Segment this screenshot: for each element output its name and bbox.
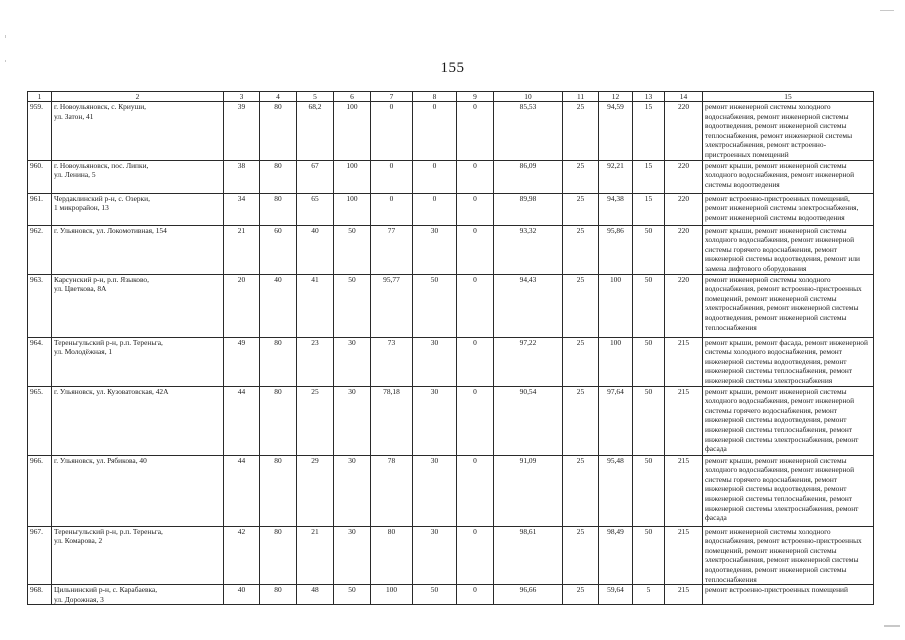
row-number: 963. [28, 274, 52, 337]
value-cell-13: 50 [633, 526, 665, 585]
value-cell-7: 78 [371, 455, 413, 526]
value-cell-12: 98,49 [599, 526, 633, 585]
value-cell-4: 80 [260, 386, 297, 455]
value-cell-7: 78,18 [371, 386, 413, 455]
row-number: 962. [28, 225, 52, 274]
address-cell [52, 455, 224, 526]
works-description-cell: ремонт крыши, ремонт инженерной системы холодного водоснабжения, ремонт инженерной системы водоотведения [703, 160, 874, 193]
value-cell-8: 0 [413, 160, 457, 193]
value-cell-3: 40 [224, 585, 260, 605]
value-cell-3: 44 [224, 386, 260, 455]
value-cell-13: 50 [633, 225, 665, 274]
value-cell-7: 73 [371, 337, 413, 386]
value-cell-4: 80 [260, 193, 297, 225]
address-line: ул. Молодёжная, 1 [54, 347, 113, 357]
value-cell-4: 80 [260, 102, 297, 161]
works-description-cell: ремонт крыши, ремонт инженерной системы холодного водоснабжения, ремонт инженерной системы горячего водоснабжения, ремонт инженерной системы водоотведения, ремонт инженерной системы теплоснабжения, ремонт инженерной системы электроснабжения, ремонт фасада [703, 455, 874, 526]
value-cell-8: 30 [413, 455, 457, 526]
column-header-11: 11 [563, 92, 599, 102]
value-cell-10: 86,09 [494, 160, 563, 193]
row-number: 965. [28, 386, 52, 455]
address-cell [52, 193, 224, 225]
value-cell-6: 50 [334, 274, 371, 337]
value-cell-11: 25 [563, 455, 599, 526]
value-cell-11: 25 [563, 193, 599, 225]
value-cell-5: 67 [297, 160, 334, 193]
value-cell-10: 93,32 [494, 225, 563, 274]
value-cell-3: 38 [224, 160, 260, 193]
value-cell-4: 80 [260, 337, 297, 386]
value-cell-9: 0 [457, 274, 494, 337]
value-cell-7: 0 [371, 193, 413, 225]
value-cell-11: 25 [563, 102, 599, 161]
value-cell-5: 68,2 [297, 102, 334, 161]
value-cell-14: 215 [665, 337, 703, 386]
value-cell-11: 25 [563, 225, 599, 274]
value-cell-3: 20 [224, 274, 260, 337]
table-row [28, 455, 874, 526]
table-row [28, 337, 874, 386]
value-cell-12: 92,21 [599, 160, 633, 193]
address-line: г. Ульяновск, ул. Локомотивная, 154 [54, 225, 167, 235]
row-number: 959. [28, 102, 52, 161]
address-cell [52, 225, 224, 274]
table-row [28, 585, 874, 605]
address-line: ул. Дорожная, 3 [54, 594, 104, 604]
column-header-9: 9 [457, 92, 494, 102]
address-line: Чердаклинский р-н, с. Озерки, [54, 193, 150, 203]
value-cell-9: 0 [457, 585, 494, 605]
works-description-cell: ремонт инженерной системы холодного водоснабжения, ремонт встроенно-пристроенных помещений, ремонт инженерной системы электроснабжения, ремонт инженерной системы водоотведения, ремонт инженерной системы теплоснабжения [703, 274, 874, 337]
column-header-15: 15 [703, 92, 874, 102]
address-line: Тереньгульский р-н, р.п. Тереньга, [54, 526, 163, 536]
value-cell-13: 50 [633, 386, 665, 455]
value-cell-8: 30 [413, 526, 457, 585]
address-cell [52, 585, 224, 605]
value-cell-13: 50 [633, 455, 665, 526]
address-cell [52, 386, 224, 455]
value-cell-12: 97,64 [599, 386, 633, 455]
value-cell-11: 25 [563, 337, 599, 386]
value-cell-9: 0 [457, 386, 494, 455]
value-cell-9: 0 [457, 102, 494, 161]
value-cell-9: 0 [457, 193, 494, 225]
value-cell-5: 25 [297, 386, 334, 455]
value-cell-5: 48 [297, 585, 334, 605]
value-cell-10: 85,53 [494, 102, 563, 161]
row-number: 967. [28, 526, 52, 585]
value-cell-6: 30 [334, 455, 371, 526]
address-line: ул. Цветкова, 8А [54, 284, 107, 294]
value-cell-11: 25 [563, 585, 599, 605]
value-cell-4: 80 [260, 585, 297, 605]
address-cell [52, 526, 224, 585]
value-cell-6: 50 [334, 585, 371, 605]
value-cell-14: 220 [665, 225, 703, 274]
row-number: 964. [28, 337, 52, 386]
works-description-cell: ремонт крыши, ремонт фасада, ремонт инженерной системы холодного водоснабжения, ремонт инженерной системы водоотведения, ремонт инженерной системы теплоснабжения, ремонт инженерной системы электроснабжения [703, 337, 874, 386]
scan-edge-mark [5, 35, 6, 38]
value-cell-3: 34 [224, 193, 260, 225]
value-cell-4: 80 [260, 160, 297, 193]
column-header-12: 12 [599, 92, 633, 102]
value-cell-8: 30 [413, 225, 457, 274]
value-cell-14: 215 [665, 585, 703, 605]
column-header-4: 4 [260, 92, 297, 102]
value-cell-13: 15 [633, 160, 665, 193]
value-cell-14: 220 [665, 160, 703, 193]
value-cell-3: 42 [224, 526, 260, 585]
address-line: г. Ульяновск, ул. Кузоватовская, 42А [54, 386, 169, 396]
value-cell-8: 0 [413, 193, 457, 225]
row-number: 961. [28, 193, 52, 225]
value-cell-12: 95,48 [599, 455, 633, 526]
value-cell-9: 0 [457, 225, 494, 274]
row-number: 968. [28, 585, 52, 605]
works-description-cell: ремонт крыши, ремонт инженерной системы холодного водоснабжения, ремонт инженерной системы горячего водоснабжения, ремонт инженерной системы водоотведения, ремонт инженерной системы теплоснабжения, ремонт инженерной системы электроснабжения, ремонт фасада [703, 386, 874, 455]
value-cell-12: 94,38 [599, 193, 633, 225]
value-cell-14: 215 [665, 526, 703, 585]
value-cell-13: 50 [633, 274, 665, 337]
column-header-2: 2 [52, 92, 224, 102]
address-line: ул. Затон, 41 [54, 111, 94, 121]
value-cell-5: 21 [297, 526, 334, 585]
value-cell-6: 100 [334, 102, 371, 161]
value-cell-10: 89,98 [494, 193, 563, 225]
address-line: г. Ульяновск, ул. Рябикова, 40 [54, 455, 147, 465]
value-cell-11: 25 [563, 160, 599, 193]
value-cell-11: 25 [563, 526, 599, 585]
value-cell-14: 220 [665, 102, 703, 161]
works-description-cell: ремонт крыши, ремонт инженерной системы холодного водоснабжения, ремонт инженерной системы горячего водоснабжения, ремонт инженерной системы водоотведения, ремонт или замена лифтового оборудования [703, 225, 874, 274]
value-cell-8: 30 [413, 386, 457, 455]
address-line: г. Новоульяновск, пос. Липки, [54, 160, 149, 170]
value-cell-10: 97,22 [494, 337, 563, 386]
registry-table [27, 91, 874, 605]
value-cell-5: 29 [297, 455, 334, 526]
value-cell-11: 25 [563, 386, 599, 455]
value-cell-3: 44 [224, 455, 260, 526]
value-cell-8: 50 [413, 585, 457, 605]
scan-edge-mark [5, 60, 6, 62]
value-cell-9: 0 [457, 337, 494, 386]
value-cell-9: 0 [457, 526, 494, 585]
value-cell-10: 94,43 [494, 274, 563, 337]
column-header-14: 14 [665, 92, 703, 102]
value-cell-14: 215 [665, 386, 703, 455]
value-cell-7: 95,77 [371, 274, 413, 337]
value-cell-7: 0 [371, 160, 413, 193]
address-line: 1 микрорайон, 13 [54, 203, 109, 213]
address-line: Цильнинский р-н, с. Карабаевка, [54, 585, 158, 595]
value-cell-4: 60 [260, 225, 297, 274]
table-body [28, 102, 874, 605]
value-cell-10: 91,09 [494, 455, 563, 526]
table-row [28, 225, 874, 274]
value-cell-9: 0 [457, 455, 494, 526]
works-description-cell: ремонт встроенно-пристроенных помещений, ремонт инженерной системы электроснабжения, ремонт инженерной системы водоотведения [703, 193, 874, 225]
column-header-7: 7 [371, 92, 413, 102]
value-cell-6: 30 [334, 386, 371, 455]
value-cell-11: 25 [563, 274, 599, 337]
value-cell-12: 100 [599, 337, 633, 386]
value-cell-6: 100 [334, 193, 371, 225]
value-cell-3: 49 [224, 337, 260, 386]
value-cell-5: 65 [297, 193, 334, 225]
works-description-cell: ремонт встроенно-пристроенных помещений [703, 585, 874, 605]
table-row [28, 193, 874, 225]
value-cell-14: 215 [665, 455, 703, 526]
address-cell [52, 337, 224, 386]
row-number: 966. [28, 455, 52, 526]
column-header-13: 13 [633, 92, 665, 102]
value-cell-5: 23 [297, 337, 334, 386]
value-cell-8: 0 [413, 102, 457, 161]
value-cell-12: 94,59 [599, 102, 633, 161]
address-cell [52, 160, 224, 193]
value-cell-7: 100 [371, 585, 413, 605]
value-cell-8: 50 [413, 274, 457, 337]
value-cell-3: 39 [224, 102, 260, 161]
row-number: 960. [28, 160, 52, 193]
column-header-6: 6 [334, 92, 371, 102]
value-cell-6: 30 [334, 526, 371, 585]
column-header-8: 8 [413, 92, 457, 102]
address-line: Карсунский р-н, р.п. Языково, [54, 274, 149, 284]
value-cell-7: 77 [371, 225, 413, 274]
value-cell-12: 95,86 [599, 225, 633, 274]
value-cell-14: 220 [665, 274, 703, 337]
value-cell-12: 59,64 [599, 585, 633, 605]
value-cell-4: 40 [260, 274, 297, 337]
value-cell-5: 40 [297, 225, 334, 274]
value-cell-7: 80 [371, 526, 413, 585]
address-line: ул. Комарова, 2 [54, 536, 103, 546]
value-cell-14: 220 [665, 193, 703, 225]
value-cell-9: 0 [457, 160, 494, 193]
value-cell-12: 100 [599, 274, 633, 337]
column-header-3: 3 [224, 92, 260, 102]
value-cell-13: 15 [633, 102, 665, 161]
table-row [28, 102, 874, 161]
value-cell-10: 98,61 [494, 526, 563, 585]
value-cell-13: 50 [633, 337, 665, 386]
scan-edge-mark [880, 10, 894, 11]
column-number-row [28, 92, 874, 102]
table-row [28, 160, 874, 193]
address-cell [52, 102, 224, 161]
value-cell-10: 90,54 [494, 386, 563, 455]
column-header-1: 1 [28, 92, 52, 102]
works-description-cell: ремонт инженерной системы холодного водоснабжения, ремонт инженерной системы водоотведения, ремонт инженерной системы теплоснабжения, ремонт инженерной системы электроснабжения, ремонт встроенно-пристроенных помещений [703, 102, 874, 161]
value-cell-4: 80 [260, 455, 297, 526]
value-cell-6: 30 [334, 337, 371, 386]
value-cell-8: 30 [413, 337, 457, 386]
address-line: Тереньгульский р-н, р.п. Тереньга, [54, 337, 163, 347]
works-description-cell: ремонт инженерной системы холодного водоснабжения, ремонт встроенно-пристроенных помещений, ремонт инженерной системы электроснабжения, ремонт инженерной системы водоотведения, ремонт инженерной системы теплоснабжения [703, 526, 874, 585]
table-row [28, 526, 874, 585]
value-cell-3: 21 [224, 225, 260, 274]
page-number: 155 [440, 60, 465, 76]
value-cell-13: 5 [633, 585, 665, 605]
address-line: ул. Ленина, 5 [54, 170, 96, 180]
value-cell-6: 100 [334, 160, 371, 193]
value-cell-13: 15 [633, 193, 665, 225]
scan-edge-mark [884, 625, 900, 627]
value-cell-5: 41 [297, 274, 334, 337]
value-cell-7: 0 [371, 102, 413, 161]
address-line: г. Новоульяновск, с. Криуши, [54, 102, 147, 111]
column-header-5: 5 [297, 92, 334, 102]
address-cell [52, 274, 224, 337]
table-row [28, 386, 874, 455]
value-cell-4: 80 [260, 526, 297, 585]
column-header-10: 10 [494, 92, 563, 102]
value-cell-10: 96,66 [494, 585, 563, 605]
table-row [28, 274, 874, 337]
value-cell-6: 50 [334, 225, 371, 274]
